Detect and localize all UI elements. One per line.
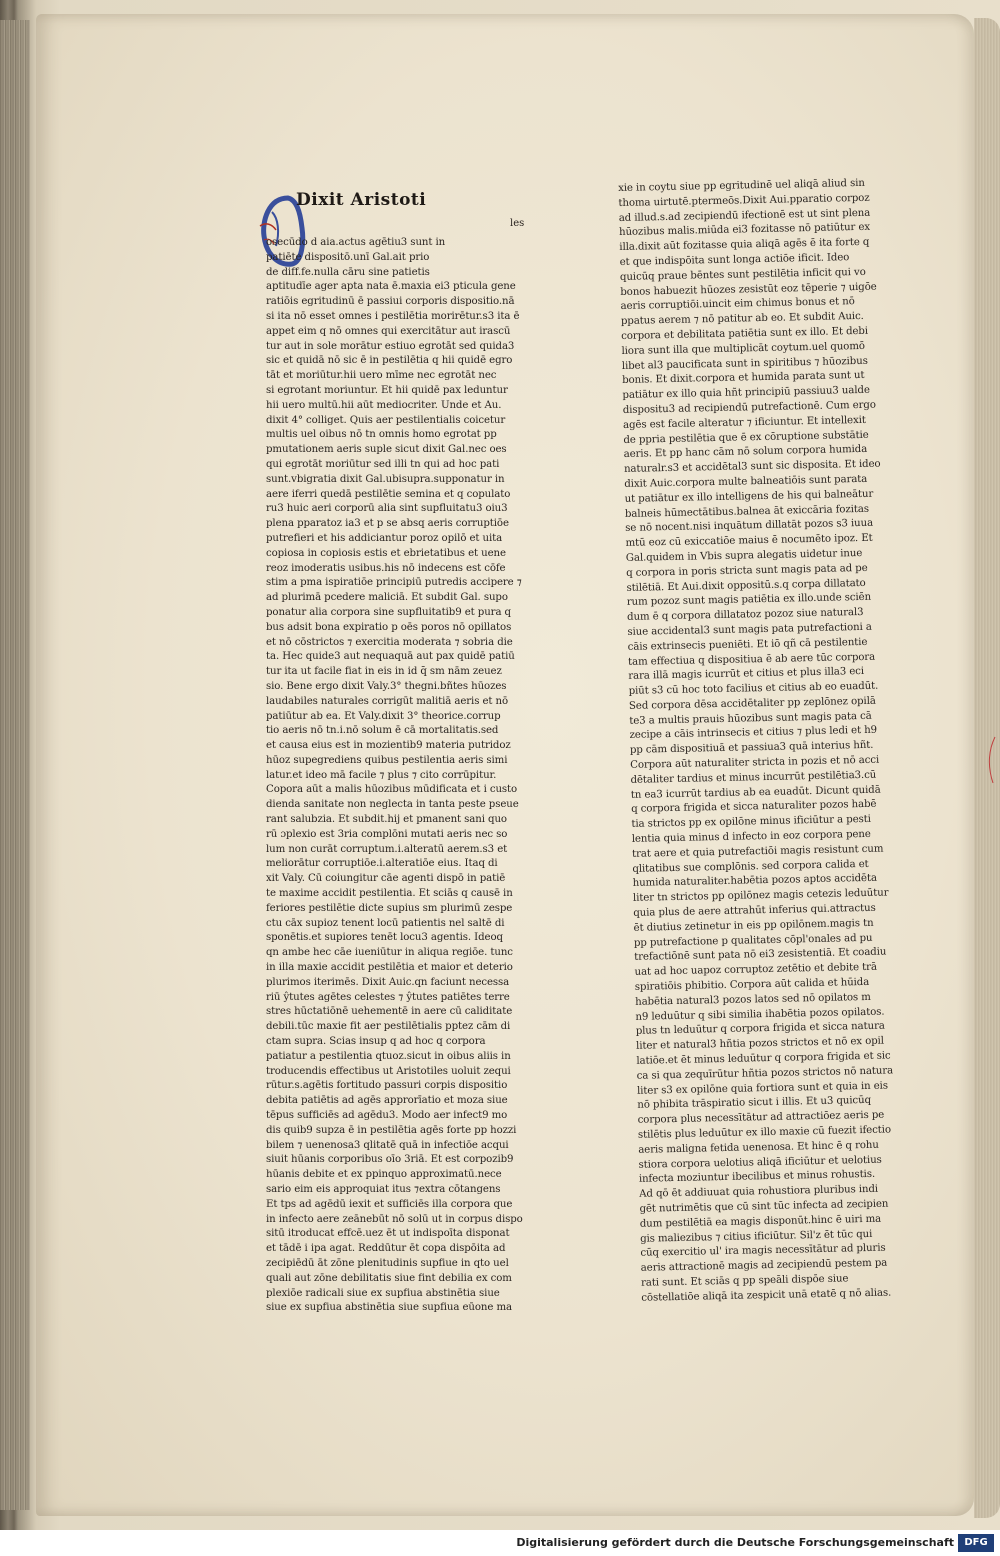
text-line: bilem ⁊ uenenosa3 qlitatē quā in infectiōe acqui xyxy=(266,1139,509,1151)
text-line: rati sunt. Et sciās q pp speāli dispōe siue xyxy=(640,1273,849,1289)
text-line: qn ambe hec cāe iueniūtur in aliqua regiōe. tunc xyxy=(266,947,513,959)
text-line: uat ad hoc uapoz corruptoz zetētio et debite trā xyxy=(634,961,877,979)
text-line: et tādē i ipa agat. Reddūtur ēt copa dispōita ad xyxy=(266,1243,506,1255)
text-line: lentia quia minus d infecto in eoz corpora pene xyxy=(631,828,871,845)
text-line: tia strictos pp ex opilōne minus ificiūtur a pesti xyxy=(631,814,871,831)
text-line: sic et quidā nō sic ē in pestilētia q hii quidē egro xyxy=(266,355,513,367)
text-line: zecipe a cāis intrinsecis et citius ⁊ plus ledi et h9 xyxy=(629,725,878,742)
text-line: agēs est facile alteratur ⁊ ificiuntur. Et intellexit xyxy=(622,414,866,431)
text-line: lum non curāt corruptum.i.alteratū aerem.s3 et xyxy=(266,843,508,855)
text-line: aeris corruptiōi.uincit eim chimus bonus et nō xyxy=(620,296,855,313)
text-line: quicūq praue bēntes sunt pestilētia inficit qui vo xyxy=(619,266,866,283)
text-line: liter s3 ex opilōne quia fortiora sunt et quia in eis xyxy=(636,1080,889,1097)
margin-pen-mark xyxy=(985,735,999,785)
text-line: hii uero multū.hii aūt mediocriter. Unde et Au. xyxy=(266,399,502,411)
right-text-column xyxy=(618,176,909,1306)
text-line: de diff.fe.nulla cāru sine patietis xyxy=(266,266,430,278)
text-line: si egrotant moriuntur. Et hii quidē pax leduntur xyxy=(266,384,508,396)
text-line: ta. Hec quide3 aut nequaquā aut pax quidē patiū xyxy=(266,651,515,663)
text-line: tio aeris nō tn.i.nō solum ē cā mortalitatis.sed xyxy=(266,725,499,737)
text-line: aeris attractionē magis ad zecipiendū pestem pa xyxy=(640,1257,888,1274)
footer-bar xyxy=(0,1530,1000,1556)
text-line: pmutationem aeris suple sicut dixit Gal.nec oes xyxy=(266,444,507,456)
text-line: ut patiātur ex illo intelligens de his qui balneātur xyxy=(624,488,874,505)
text-line: rū ɔplexio est 3ria complōni mutati aeris nec so xyxy=(266,828,508,840)
text-line: ad plurimā pcedere maliciā. Et subdit Gal. supo xyxy=(266,592,508,604)
text-line: latiōe.et ēt minus leduūtur q corpora frigida et sic xyxy=(636,1050,891,1067)
text-line: laudabiles naturales corrigūt malitiā aeris et nō xyxy=(266,695,509,707)
text-line: Et tps ad agēdū iexit et sufficiēs illa corpora que xyxy=(266,1198,513,1210)
text-line: naturalr.s3 et accidētal3 sunt sic disposita. Et ideo xyxy=(623,458,881,476)
text-line: tur ita ut facile fiat in eis in id q̄ sm nām zeuez xyxy=(266,666,502,678)
text-line: in illa maxie accidit pestilētia et maior et deterio xyxy=(266,962,513,974)
text-line: cāis extrinsecis pueniēti. Et iō qñ cā pestilentie xyxy=(627,636,868,653)
text-line: dixit 4° colliget. Quis aer pestilentialis coicetur xyxy=(266,414,506,426)
text-line: pp cām dispositiuā et passiua3 quā interius hñt. xyxy=(629,740,874,757)
text-line: thoma uirtutē.ptermeōs.Dixit Aui.pparatio corpoz xyxy=(618,192,870,209)
text-line: ppatus aerem ⁊ nō patitur ab eo. Et subdit Auic. xyxy=(620,311,864,328)
dfg-logo: DFG xyxy=(958,1534,994,1552)
text-line: corpora plus necessītātur ad attractiōez aeris pe xyxy=(637,1109,885,1126)
text-line: troducendis effectibus ut Aristotiles uoluit zequi xyxy=(266,1065,511,1077)
text-line: et nō cōstrictos ⁊ exercitia moderata ⁊ sobria die xyxy=(266,636,513,648)
text-line: bonos habuezit hūozes zesistūt eoz tēperie ⁊ uigōe xyxy=(620,281,877,298)
left-text-column xyxy=(266,236,528,1316)
text-line: ru3 huic aeri corporū alia sint supfluitatu3 oiu3 xyxy=(266,503,508,515)
text-line: habētia natural3 pozos latos sed nō opilatos m xyxy=(635,991,871,1008)
chapter-heading-suffix: les xyxy=(510,218,525,229)
text-line: appet eim q nō omnes qui exercitātur aut irascū xyxy=(266,325,511,337)
text-line: hūoz supegrediens quibus pestilentia aeris simi xyxy=(266,754,508,766)
text-line: patiūtur ab ea. Et Valy.dixit 3° theorice.corrup xyxy=(266,710,501,722)
text-line: corpora et debilitata patiētia sunt ex illo. Et debi xyxy=(621,325,869,342)
text-line: trefactiōnē sunt pata nō ei3 zesistentiā. Et coadiu xyxy=(634,946,887,964)
text-line: trat aere et quia putrefactiōi magis resistunt cum xyxy=(631,843,884,860)
text-line: quali aut zōne debilitatis siue fint debilia ex com xyxy=(266,1272,512,1284)
text-line: zecipiēdū āt zōne plenitudinis supfiue in qto uel xyxy=(266,1257,509,1269)
text-line: Ad qō ēt addiuuat quia rohustiora pluribus indi xyxy=(639,1183,879,1200)
text-line: balneis hūmectātibus.balnea āt exiccāria fozitas xyxy=(624,503,870,520)
text-line: q corpora in poris stricta sunt magis pata ad pe xyxy=(626,562,868,579)
text-line: n9 leduūtur q sibi similia ihabētia pozos opilatos. xyxy=(635,1006,885,1023)
text-line: xie in coytu siue pp egritudinē uel aliqā aliud sin xyxy=(618,177,865,194)
text-line: xit Valy. Cū coiungitur cāe agenti dispō in patiē xyxy=(266,873,506,885)
text-line: et que indispōita sunt longa actiōe ificit. Ideo xyxy=(619,252,850,268)
text-line: infecta moziuntur ibecilibus et minus rohustis. xyxy=(638,1169,876,1186)
text-line: sio. Bene ergo dixit Valy.3° thegni.bñtes hūozes xyxy=(266,680,507,692)
text-line: mtū eoz cū exiccatiōe maius ē nocumēto ipoz. Et xyxy=(625,532,873,550)
text-line: sponētis.et supiores tenēt locu3 agentis. Ideoq xyxy=(266,932,503,944)
text-line: copiosa in copiosis estis et ebrietatibus et uene xyxy=(266,547,506,559)
text-line: hūanis debite et ex ppinquo approximatū.nece xyxy=(266,1169,502,1181)
text-line: rūtur.s.agētis fortitudo passuri corpis dispositio xyxy=(266,1080,508,1092)
text-line: te3 a multis prauis hūozibus sunt magis pata cā xyxy=(629,710,872,727)
text-line: stilētiā. Et Aui.dixit oppositū.s.q corpa dillatato xyxy=(626,577,866,594)
text-line: sunt.vbigratia dixit Gal.ubisupra.supponatur in xyxy=(266,473,505,485)
text-line: debita patiētis ad agēs approrīatio et moza siue xyxy=(266,1095,508,1107)
text-line: nō phibita trāspiratio sicut i illis. Et u3 quicūq xyxy=(637,1095,872,1112)
text-line: aptitudīe ager apta nata ē.maxia ei3 pticula gene xyxy=(266,281,516,293)
chapter-heading: Dixit Aristoti xyxy=(296,190,427,210)
text-line: dum ē q corpora dillatatoz pozoz siue natural3 xyxy=(627,607,864,624)
text-line: rant salubzia. Et subdit.hij et pmanent sani quo xyxy=(266,814,507,826)
text-line: se nō nocent.nisi inquātum dillatāt pozos s3 iuua xyxy=(625,518,874,535)
text-line: gis maliezibus ⁊ citius ificiūtur. Sil'z ēt tūc qui xyxy=(640,1228,873,1245)
text-line: sitū itroducat effcē.uez ēt ut indispoīta disponat xyxy=(266,1228,510,1240)
text-line: dienda sanitate non neglecta in tanta peste pseue xyxy=(266,799,519,811)
text-line: dispositu3 ad recipiendū putrefactionē. Cum ergo xyxy=(622,399,876,416)
text-line: spiratiōis phibitio. Corpora aūt calida et hūida xyxy=(634,976,870,993)
text-line: riū ŷtutes agētes celestes ⁊ ŷtutes patiētes terre xyxy=(266,991,510,1003)
text-line: stilētis plus leduūtur ex illo maxie cū fuezit ifectio xyxy=(637,1124,892,1141)
text-line: libet al3 paucificata sunt in spiritibus ⁊ hūozibus xyxy=(621,355,868,372)
text-line: et causa eius est in mozientib9 materia putridoz xyxy=(266,740,511,752)
text-line: putrefieri et his addiciantur poroz opilō et uita xyxy=(266,532,503,544)
text-line: ēt diutius zetinetur in eis pp opilōnem.magis tn xyxy=(633,917,874,934)
text-line: ponatur alia corpora sine supfluitatib9 et pura q xyxy=(266,606,511,618)
text-line: plexiōe radicali siue ex supfiua abstinētia siue xyxy=(266,1287,500,1299)
text-line: dis quib9 supza ē in pestilētia agēs forte pp hozzi xyxy=(266,1124,517,1136)
text-line: multis uel oibus nō tn omnis homo egrotat pp xyxy=(266,429,497,441)
text-line: dixit Auic.corpora multe balneatiōis sunt parata xyxy=(624,473,868,490)
left-page-stack xyxy=(0,20,30,1510)
text-line: siuit hūanis corporibus oīo 3riā. Et est corpozib9 xyxy=(266,1154,514,1166)
text-line: ctu cāx supioz tenent locū patientis nel saltē di xyxy=(266,917,505,929)
text-line: q corpora frigida et sicca naturaliter pozos habē xyxy=(631,799,877,816)
text-line: ca si qua zequīrūtur hñtia pozos strictos nō natura xyxy=(636,1065,894,1082)
text-line: osecūdo d aia.actus agētiu3 sunt in xyxy=(266,237,446,248)
text-line: hūozibus malis.miūda ei3 fozitasse nō patiūtur ex xyxy=(618,222,871,239)
text-line: pp putrefactione p qualitates cōpl'onales ad pu xyxy=(633,932,873,949)
text-line: qlitatibus sue complōnis. sed corpora calida et xyxy=(632,858,869,875)
text-line: meliorātur corruptiōe.i.alteratiōe eius. Itaq di xyxy=(266,858,498,870)
text-line: liter et natural3 hñtia pozos strictos et nō ex opil xyxy=(635,1035,885,1053)
text-line: illa.dixit aūt fozitasse quia aliqā agēs ē ita forte q xyxy=(619,236,870,254)
text-line: patiēte dispositō.unī Gal.ait prio xyxy=(266,251,430,263)
funding-notice: Digitalisierung gefördert durch die Deutsche Forschungsgemeinschaft xyxy=(516,1536,954,1549)
text-line: Corpora aūt naturaliter stricta in pozis et nō acci xyxy=(630,754,880,771)
text-line: cūq exercitio ul' ira magis necessītātur ad pluris xyxy=(640,1243,886,1260)
text-line: liter tn strictos pp opilōnez magis cetezis leduūtur xyxy=(632,887,889,905)
text-line: tam effectiua q dispositiua ē ab aere tūc corpora xyxy=(627,651,876,668)
text-line: plurimos iterimēs. Dixit Auic.qn faciunt necessa xyxy=(266,976,510,988)
text-line: Gal.quidem in Vbis supra alegatis uidetur inue xyxy=(625,547,863,564)
text-line: cōstellatiōe aliqā ita zespicit unā etatē q nō alias. xyxy=(641,1287,892,1304)
text-line: qui egrotāt moriūtur sed illi tn qui ad hoc pati xyxy=(266,458,500,470)
text-line: dum pestilētiā ea magis disponūt.hinc ē uiri ma xyxy=(639,1213,882,1230)
text-line: rum pozoz sunt magis patiētia ex illo.unde sciēn xyxy=(626,592,872,609)
text-line: reoz imoderatis usibus.his nō indecens est cōfe xyxy=(266,562,506,574)
text-line: stim a pma ispiratiōe principiū putredis accipere ⁊ xyxy=(266,577,522,589)
text-line: in infecto aere zeānebūt nō solū ut in corpus dispo xyxy=(266,1213,523,1225)
text-line: bonis. Et dixit.corpora et humida parata sunt ut xyxy=(622,370,865,387)
text-line: ratiōis egritudinū ē passiui corporis dispositio.nā xyxy=(266,296,515,308)
text-line: quia plus de aere attrahūt inferius qui.attractus xyxy=(633,902,876,919)
text-line: stiora corpora uelotius aliqā ificiūtur et uelotius xyxy=(638,1154,882,1171)
text-line: bus adsit bona expiratio p oēs poros nō opillatos xyxy=(266,621,512,633)
text-line: rara illā magis icurrūt et citius et plus illa3 eci xyxy=(628,666,865,683)
text-line: liora sunt illa que multiplicāt coytum.uel quomō xyxy=(621,340,865,357)
text-line: Copora aūt a malis hūozibus mūdificata et i custo xyxy=(266,784,518,796)
text-line: stres hūctatiōnē uehementē in aere cū caliditate xyxy=(266,1006,513,1018)
text-line: latur.et ideo mā facile ⁊ plus ⁊ cito corrūpitur. xyxy=(266,769,497,781)
text-line: gēt nutrimētis que cū sint tūc infecta ad zecipien xyxy=(639,1198,889,1215)
text-line: patiātur ex illo quia hñt principiū passiuu3 ualde xyxy=(622,384,870,402)
text-line: tn ea3 icurrūt tardius ab ea euadūt. Dicunt quidā xyxy=(630,784,881,801)
text-line: de ppria pestilētia que ē ex cōruptione substātie xyxy=(623,429,869,446)
text-line: aere iferri quedā pestilētie semina et q copulato xyxy=(266,488,511,500)
text-line: Sed corpora dēsa accidētaliter pp zeplōnez opilā xyxy=(628,695,876,712)
text-line: tāt et moriūtur.hii uero mīme nec egrotāt nec xyxy=(266,370,497,382)
text-line: siue accidental3 sunt magis pata putrefactioni a xyxy=(627,621,872,638)
text-line: tēpus sufficiēs ad agēdu3. Modo aer infect9 mo xyxy=(266,1110,508,1122)
text-line: debili.tūc maxie fit aer pestilētialis pptez cām di xyxy=(266,1021,511,1033)
text-line: sario eim eis approquiat itus ⁊extra cōtangens xyxy=(266,1184,501,1195)
text-line: aeris maligna fetida uenenosa. Et hinc ē q rohu xyxy=(638,1139,879,1156)
text-line: plena pparatoz ia3 et p se absq aeris corruptiōe xyxy=(266,518,509,530)
text-line: aeris. Et pp hanc cām nō solum corpora humida xyxy=(623,444,868,461)
text-line: si ita nō esset omnes i pestilētia morirētur.s3 ita ē xyxy=(266,310,520,322)
text-line: siue ex supfiua abstinētia siue supfiua eūone ma xyxy=(266,1302,512,1314)
text-line: patiatur a pestilentia qtuoz.sicut in oibus aliis in xyxy=(266,1050,511,1062)
text-line: te maxime accidit pestilentia. Et sciās q causē in xyxy=(266,888,513,900)
text-line: ad illud.s.ad zecipiendū ifectionē est ut sint plena xyxy=(618,207,871,224)
text-line: plus tn leduūtur q corpora frigida et sicca natura xyxy=(635,1021,885,1038)
text-line: dētaliter tardius et minus incurrūt pestilētia3.cū xyxy=(630,769,877,786)
text-line: tur aut in sole morātur estiuo egrotāt sed quida3 xyxy=(266,340,515,352)
text-line: ctam supra. Scias insup q ad hoc q corpora xyxy=(266,1036,486,1048)
text-line: feriores pestilētie dicte supius sm plurimū zespe xyxy=(266,902,513,914)
text-line: humida naturaliter.habētia pozos aptos accidēta xyxy=(632,873,878,890)
text-line: piūt s3 cū hoc toto facilius et citius ab eo euadūt. xyxy=(628,680,879,697)
